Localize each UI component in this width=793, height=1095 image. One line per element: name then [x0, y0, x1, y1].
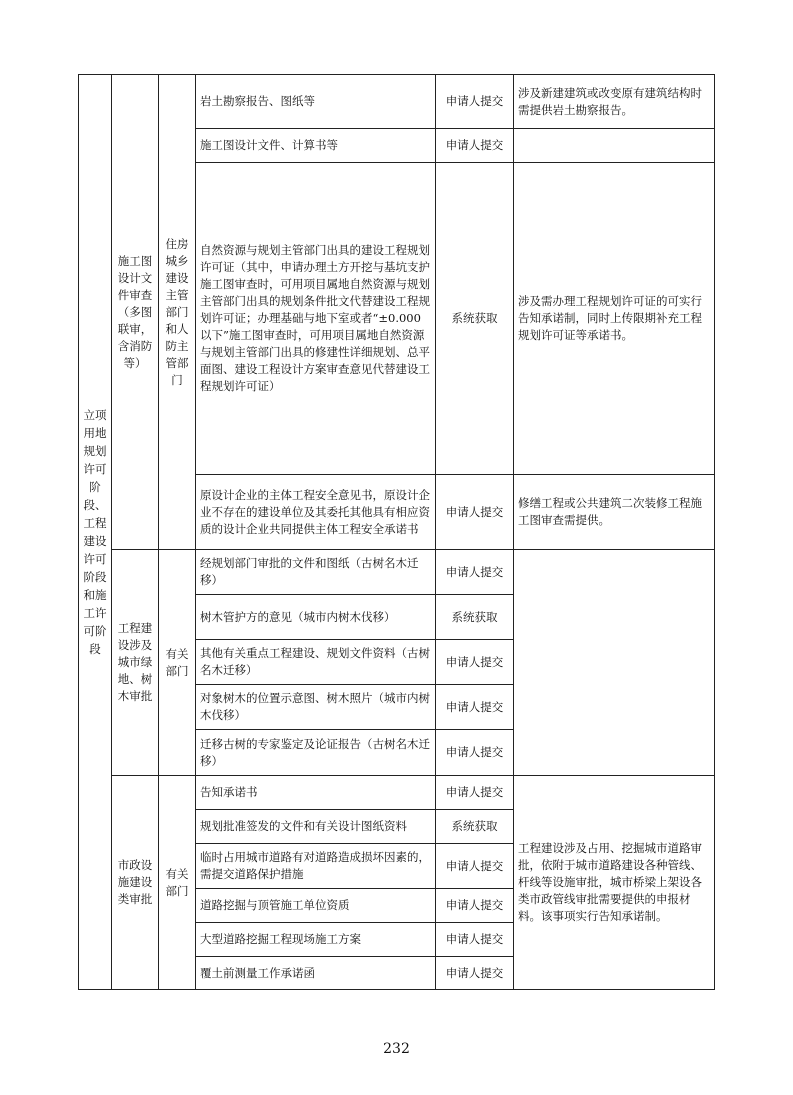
method-cell: 申请人提交 — [436, 776, 514, 810]
condition-cell: 告知承诺书 — [196, 776, 436, 810]
dept-cell-relevant: 有关部门 — [159, 776, 196, 990]
method-cell: 系统获取 — [436, 810, 514, 844]
dept-cell-relevant: 有关部门 — [159, 550, 196, 776]
method-cell: 申请人提交 — [436, 129, 514, 163]
condition-cell: 规划批准签发的文件和有关设计图纸资料 — [196, 810, 436, 844]
method-cell: 申请人提交 — [436, 844, 514, 889]
method-cell: 系统获取 — [436, 595, 514, 640]
note-cell — [514, 550, 715, 776]
note-cell — [514, 129, 715, 163]
method-cell: 申请人提交 — [436, 889, 514, 923]
condition-cell: 临时占用城市道路有对道路造成损坏因素的，需提交道路保护措施 — [196, 844, 436, 889]
table-row — [79, 776, 715, 810]
method-cell: 申请人提交 — [436, 75, 514, 129]
method-cell: 申请人提交 — [436, 640, 514, 685]
method-cell: 申请人提交 — [436, 475, 514, 550]
condition-cell: 自然资源与规划主管部门出具的建设工程规划许可证（其中，申请办理土方开挖与基坑支护施工图审查时，可用项目属地自然资源与规划主管部门出具的规划条件批文代替建设工程规划许可证；办理基础与地下室或者“±0.000 以下”施工图审查时，可用项目属地自然资源与规划主管部门出具的修建性详细规划、总平面图、建设工程设计方案审查意见代替建设工程规划许可证） — [196, 163, 436, 475]
condition-cell: 其他有关重点工程建设、规划文件资料（古树名木迁移） — [196, 640, 436, 685]
method-cell: 申请人提交 — [436, 923, 514, 957]
dept-cell-housing: 住房城乡建设主管部门和人防主管部门 — [159, 75, 196, 550]
note-cell: 涉及需办理工程规划许可证的可实行告知承诺制，同时上传限期补充工程规划许可证等承诺书。 — [514, 163, 715, 475]
condition-cell: 施工图设计文件、计算书等 — [196, 129, 436, 163]
condition-cell: 覆土前测量工作承诺函 — [196, 957, 436, 990]
table-row — [79, 550, 715, 595]
page-number: 232 — [383, 1041, 410, 1057]
method-cell: 系统获取 — [436, 163, 514, 475]
method-cell: 申请人提交 — [436, 550, 514, 595]
condition-cell: 经规划部门审批的文件和图纸（古树名木迁移） — [196, 550, 436, 595]
method-cell: 申请人提交 — [436, 730, 514, 776]
condition-cell: 树木管护方的意见（城市内树木伐移） — [196, 595, 436, 640]
method-cell: 申请人提交 — [436, 685, 514, 730]
item-cell-municipal: 市政设施建设类审批 — [112, 776, 159, 990]
table-row — [79, 75, 715, 129]
condition-cell: 迁移古树的专家鉴定及论证报告（古树名木迁移） — [196, 730, 436, 776]
note-cell: 修缮工程或公共建筑二次装修工程施工图审查需提供。 — [514, 475, 715, 550]
condition-cell: 原设计企业的主体工程安全意见书，原设计企业不存在的建设单位及其委托其他具有相应资质的设计企业共同提供主体工程安全承诺书 — [196, 475, 436, 550]
condition-cell: 岩土勘察报告、图纸等 — [196, 75, 436, 129]
note-cell-municipal: 工程建设涉及占用、挖掘城市道路审批，依附于城市道路建设各种管线、杆线等设施审批，城市桥梁上架设各类市政管线审批需要提供的申报材料。该事项实行告知承诺制。 — [514, 776, 715, 990]
stage-cell: 立项用地规划许可阶段、工程建设许可阶段和施工许可阶段 — [79, 75, 112, 990]
condition-cell: 对象树木的位置示意图、树木照片（城市内树木伐移） — [196, 685, 436, 730]
item-cell-green-trees: 工程建设涉及城市绿地、树木审批 — [112, 550, 159, 776]
item-cell-drawing-review: 施工图设计文件审查（多图联审，含消防等） — [112, 75, 159, 550]
condition-cell: 道路挖掘与顶管施工单位资质 — [196, 889, 436, 923]
method-cell: 申请人提交 — [436, 957, 514, 990]
condition-cell: 大型道路挖掘工程现场施工方案 — [196, 923, 436, 957]
materials-table — [78, 74, 715, 990]
note-cell: 涉及新建建筑或改变原有建筑结构时需提供岩土勘察报告。 — [514, 75, 715, 129]
